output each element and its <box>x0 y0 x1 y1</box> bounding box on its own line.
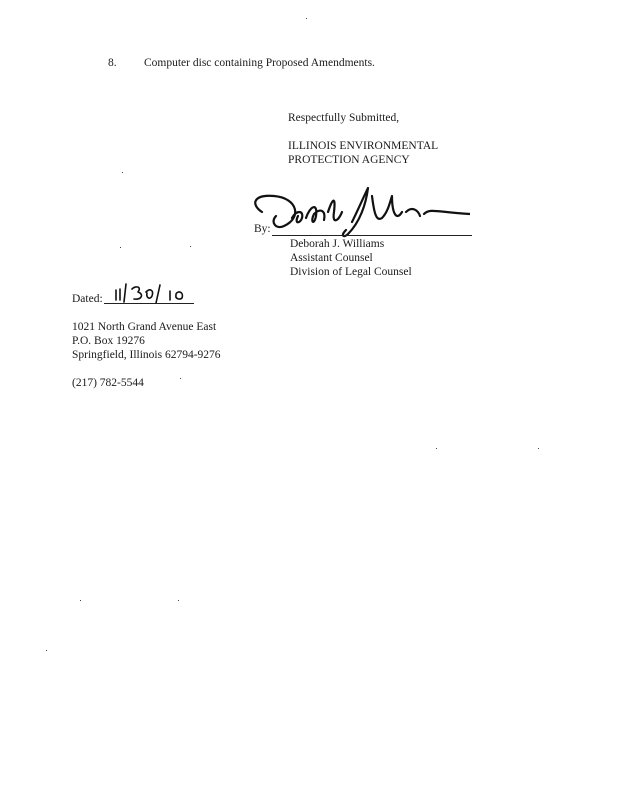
organization-name-line1: ILLINOIS ENVIRONMENTAL <box>288 140 439 152</box>
phone-number: (217) 782-5544 <box>72 377 144 389</box>
scan-speck <box>436 448 437 449</box>
scan-speck <box>178 600 179 601</box>
attachment-item-text: Computer disc containing Proposed Amendments. <box>144 57 375 69</box>
scan-speck <box>538 448 539 449</box>
scan-speck <box>190 246 191 247</box>
scan-speck <box>46 650 47 651</box>
signature-line <box>272 235 472 236</box>
address-po-box: P.O. Box 19276 <box>72 335 145 347</box>
scan-speck <box>306 18 307 19</box>
signer-title: Assistant Counsel <box>290 252 373 264</box>
scan-speck <box>122 172 123 173</box>
attachment-item-number: 8. <box>108 57 117 69</box>
dated-label: Dated: <box>72 293 103 305</box>
by-label: By: <box>254 223 271 235</box>
dated-underline <box>104 303 194 304</box>
closing-salutation: Respectfully Submitted, <box>288 112 400 124</box>
scan-speck <box>120 247 121 248</box>
signer-division: Division of Legal Counsel <box>290 266 412 278</box>
organization-name-line2: PROTECTION AGENCY <box>288 154 410 166</box>
handwritten-date <box>112 282 197 304</box>
handwritten-signature <box>240 182 470 242</box>
address-city: Springfield, Illinois 62794-9276 <box>72 349 221 361</box>
scan-speck <box>180 378 181 379</box>
address-street: 1021 North Grand Avenue East <box>72 321 217 333</box>
signer-name: Deborah J. Williams <box>290 238 385 250</box>
scan-speck <box>80 600 81 601</box>
